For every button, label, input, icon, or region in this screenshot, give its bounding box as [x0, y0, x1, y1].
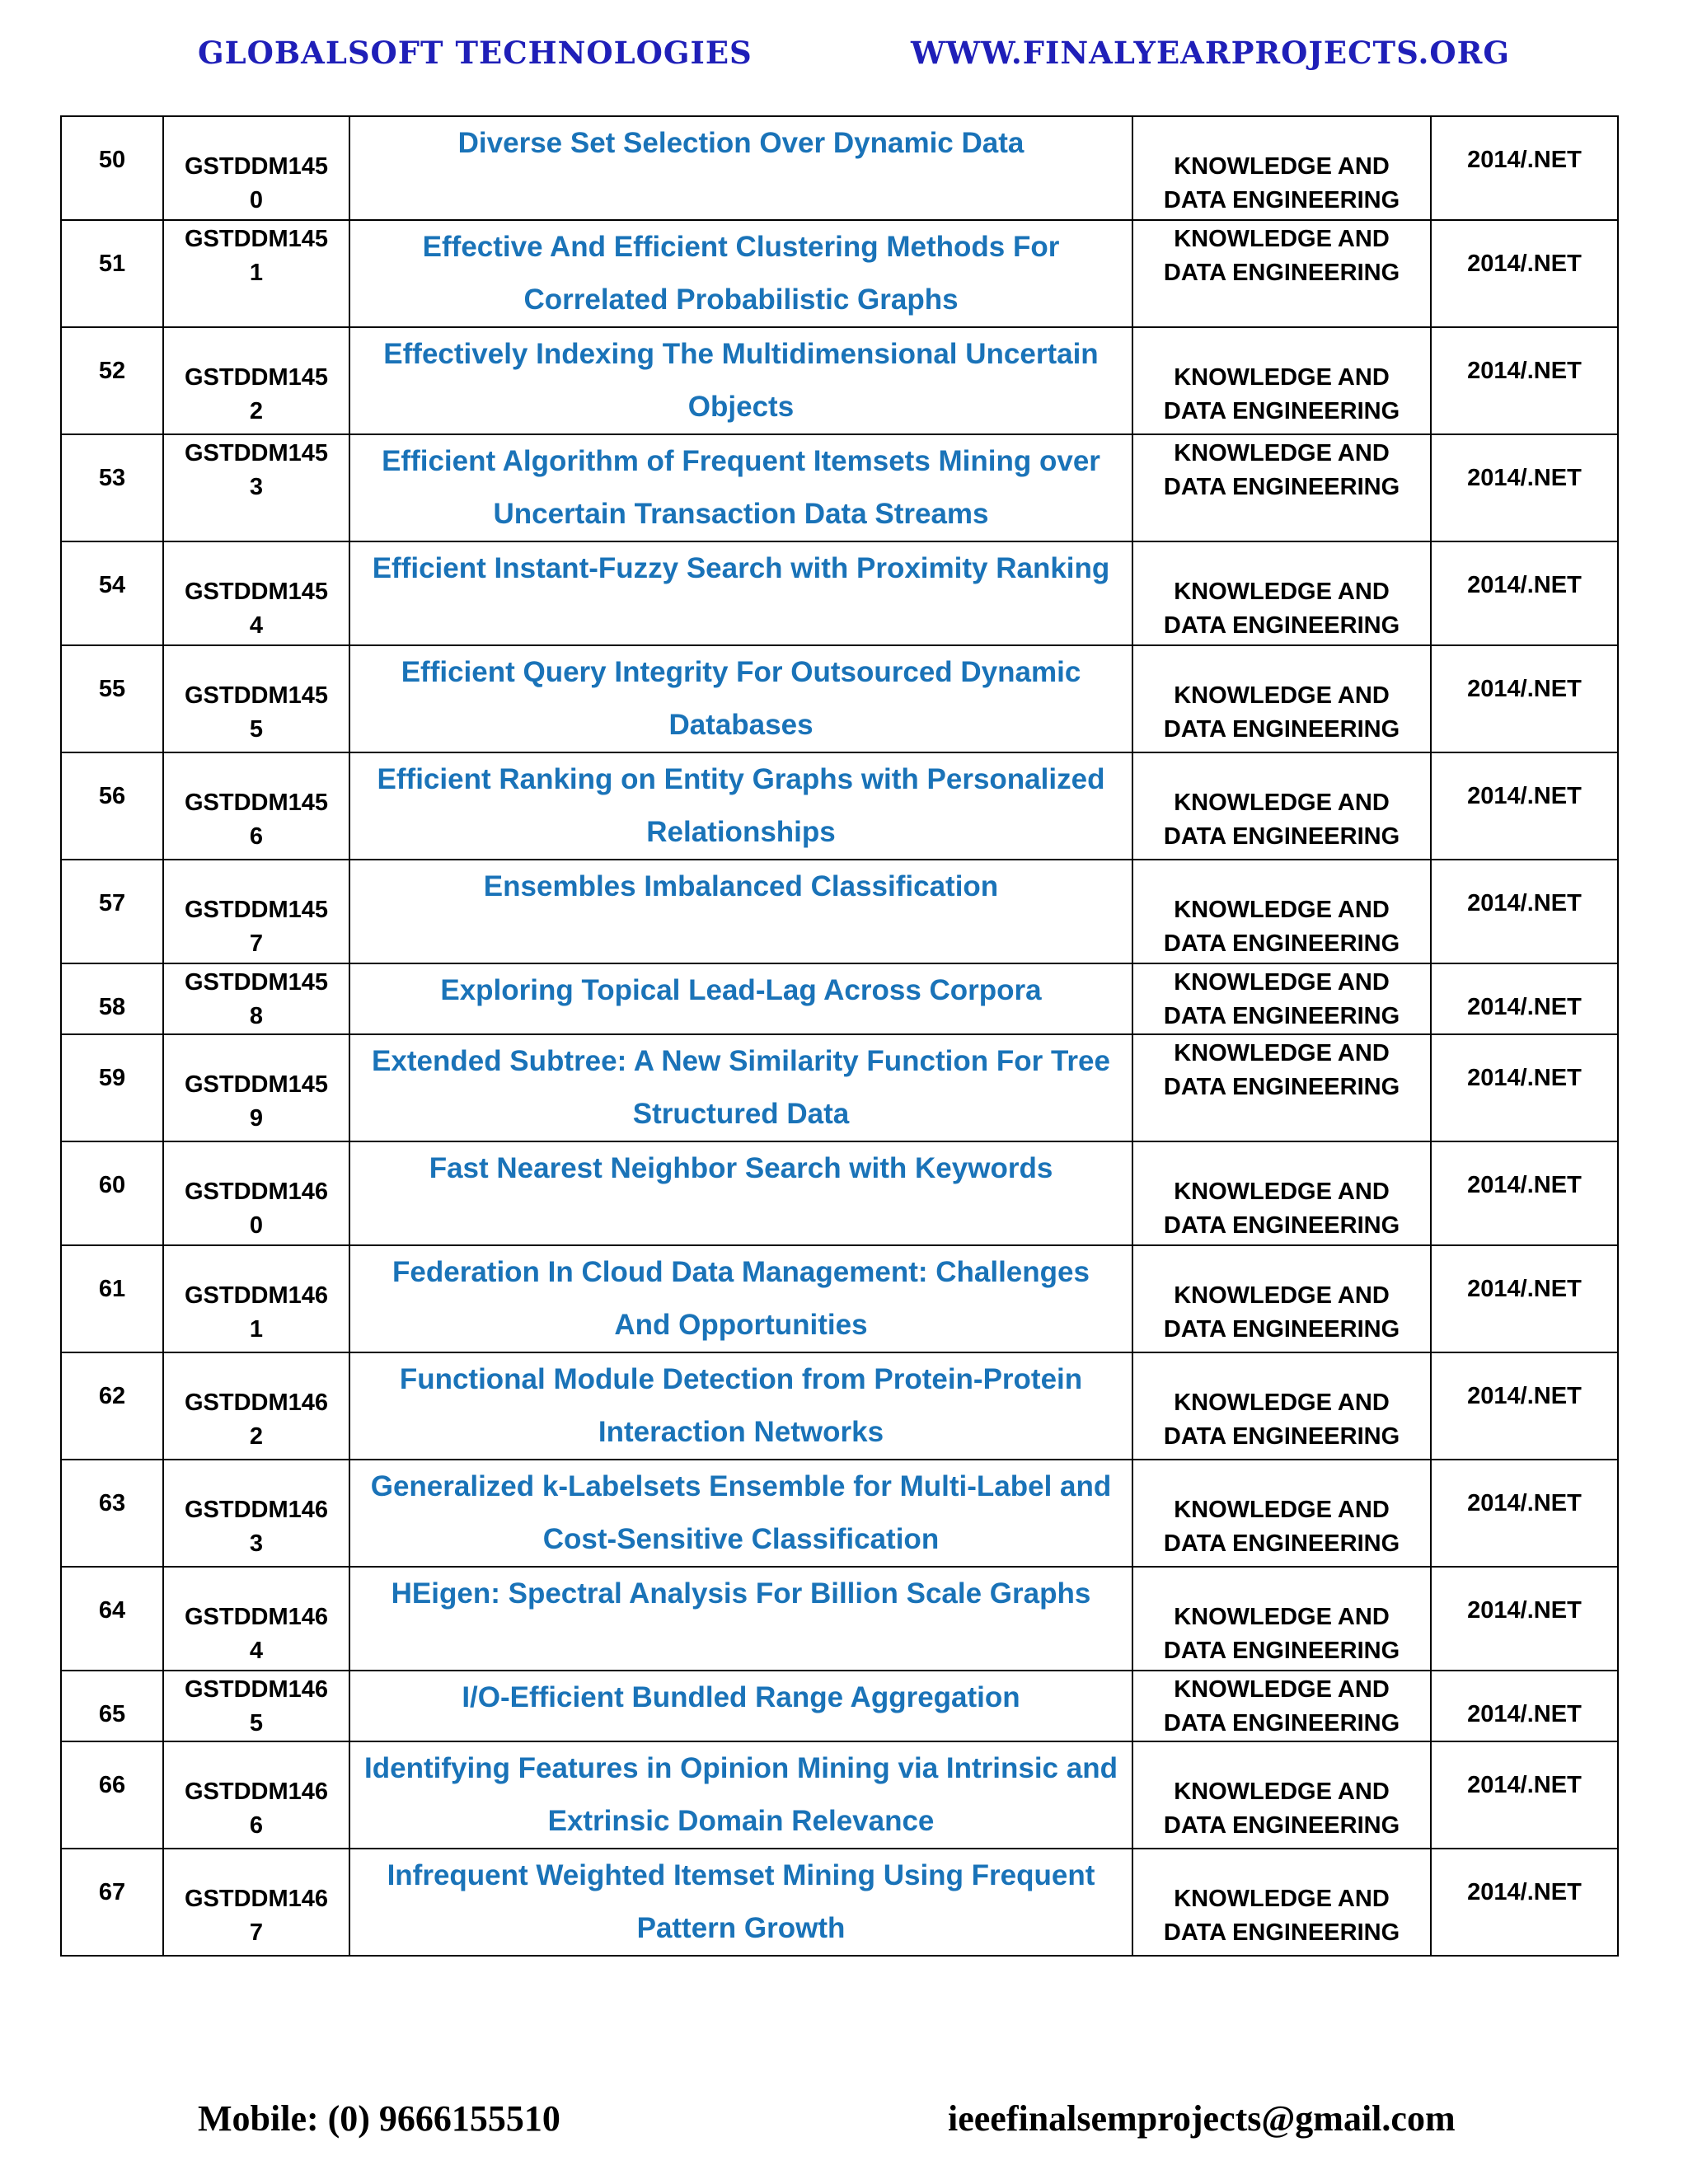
- project-title[interactable]: Functional Module Detection from Protein-Protein Interaction Networks: [399, 1363, 1083, 1448]
- table-row: [61, 541, 1618, 645]
- project-code: GSTDDM1453: [184, 440, 329, 500]
- project-number: 61: [98, 1276, 126, 1302]
- table-row: [61, 220, 1618, 327]
- project-year: 2014/.NET: [1467, 1490, 1582, 1516]
- project-number: 56: [98, 783, 126, 809]
- project-domain: KNOWLEDGE AND DATA ENGINEERING: [1163, 1886, 1400, 1946]
- project-title[interactable]: Efficient Instant-Fuzzy Search with Proximity Ranking: [372, 552, 1110, 584]
- table-row: [61, 752, 1618, 860]
- project-domain: KNOWLEDGE AND DATA ENGINEERING: [1163, 1779, 1400, 1839]
- project-title[interactable]: Efficient Query Integrity For Outsourced Dynamic Databases: [401, 656, 1081, 741]
- project-year: 2014/.NET: [1467, 1701, 1582, 1727]
- project-number: 52: [98, 358, 126, 384]
- project-table: [60, 115, 1619, 1957]
- project-code: GSTDDM1455: [184, 682, 329, 743]
- project-domain: KNOWLEDGE AND DATA ENGINEERING: [1163, 1390, 1400, 1450]
- project-year: 2014/.NET: [1467, 465, 1582, 491]
- table-row: [61, 434, 1618, 541]
- project-code: GSTDDM1461: [184, 1282, 329, 1343]
- project-year: 2014/.NET: [1467, 1772, 1582, 1798]
- project-code: GSTDDM1458: [184, 969, 329, 1029]
- project-code: GSTDDM1464: [184, 1604, 329, 1664]
- project-code: GSTDDM1457: [184, 897, 329, 957]
- project-title[interactable]: Generalized k-Labelsets Ensemble for Multi-Label and Cost-Sensitive Classification: [370, 1470, 1112, 1555]
- project-domain: KNOWLEDGE AND DATA ENGINEERING: [1163, 682, 1400, 743]
- project-title[interactable]: I/O-Efficient Bundled Range Aggregation: [462, 1681, 1020, 1713]
- project-number: 65: [98, 1701, 126, 1727]
- project-number: 55: [98, 676, 126, 702]
- project-year: 2014/.NET: [1467, 1276, 1582, 1302]
- project-title[interactable]: Effectively Indexing The Multidimensional Uncertain Objects: [383, 338, 1099, 423]
- table-row: [61, 1141, 1618, 1245]
- table-row: [61, 1849, 1618, 1956]
- project-number: 51: [98, 251, 126, 277]
- project-domain: KNOWLEDGE AND DATA ENGINEERING: [1163, 1604, 1400, 1664]
- project-domain: KNOWLEDGE AND DATA ENGINEERING: [1163, 897, 1400, 957]
- project-code: GSTDDM1450: [184, 153, 329, 213]
- project-domain: KNOWLEDGE AND DATA ENGINEERING: [1163, 969, 1400, 1029]
- project-title[interactable]: Exploring Topical Lead-Lag Across Corpora: [440, 974, 1042, 1006]
- project-title[interactable]: Diverse Set Selection Over Dynamic Data: [457, 127, 1025, 159]
- project-title[interactable]: HEigen: Spectral Analysis For Billion Scale Graphs: [391, 1577, 1091, 1610]
- project-year: 2014/.NET: [1467, 251, 1582, 277]
- project-title[interactable]: Extended Subtree: A New Similarity Function For Tree Structured Data: [372, 1045, 1110, 1130]
- project-title[interactable]: Effective And Efficient Clustering Methods For Correlated Probabilistic Graphs: [422, 231, 1060, 316]
- project-domain: KNOWLEDGE AND DATA ENGINEERING: [1163, 579, 1400, 639]
- contact-email[interactable]: ieeefinalsemprojects@gmail.com: [948, 2098, 1456, 2139]
- project-year: 2014/.NET: [1467, 890, 1582, 916]
- project-domain: KNOWLEDGE AND DATA ENGINEERING: [1163, 440, 1400, 500]
- table-row: [61, 1034, 1618, 1141]
- table-row: [61, 327, 1618, 434]
- project-code: GSTDDM1465: [184, 1676, 329, 1736]
- project-year: 2014/.NET: [1467, 1383, 1582, 1409]
- project-code: GSTDDM1460: [184, 1179, 329, 1239]
- project-number: 60: [98, 1172, 126, 1198]
- project-title[interactable]: Efficient Algorithm of Frequent Itemsets Mining over Uncertain Transaction Data Streams: [382, 445, 1100, 530]
- table-row: [61, 645, 1618, 752]
- project-number: 53: [98, 465, 126, 491]
- project-number: 63: [98, 1490, 126, 1516]
- project-title[interactable]: Ensembles Imbalanced Classification: [483, 870, 999, 902]
- project-domain: KNOWLEDGE AND DATA ENGINEERING: [1163, 1179, 1400, 1239]
- table-row: [61, 1671, 1618, 1741]
- project-domain: KNOWLEDGE AND DATA ENGINEERING: [1163, 1282, 1400, 1343]
- mobile-number: Mobile: (0) 9666155510: [198, 2098, 560, 2139]
- project-year: 2014/.NET: [1467, 1879, 1582, 1905]
- project-number: 66: [98, 1772, 126, 1798]
- project-code: GSTDDM1466: [184, 1779, 329, 1839]
- project-domain: KNOWLEDGE AND DATA ENGINEERING: [1163, 364, 1400, 424]
- project-code: GSTDDM1463: [184, 1497, 329, 1557]
- website-link[interactable]: WWW.FINALYEARPROJECTS.ORG: [911, 35, 1510, 71]
- table-row: [61, 1741, 1618, 1849]
- project-year: 2014/.NET: [1467, 783, 1582, 809]
- table-row: [61, 1460, 1618, 1567]
- project-code: GSTDDM1451: [184, 226, 329, 286]
- project-code: GSTDDM1452: [184, 364, 329, 424]
- project-year: 2014/.NET: [1467, 994, 1582, 1020]
- project-year: 2014/.NET: [1467, 1065, 1582, 1091]
- project-number: 58: [98, 994, 126, 1020]
- project-domain: KNOWLEDGE AND DATA ENGINEERING: [1163, 790, 1400, 850]
- project-year: 2014/.NET: [1467, 147, 1582, 173]
- project-domain: KNOWLEDGE AND DATA ENGINEERING: [1163, 1497, 1400, 1557]
- page-footer: [198, 2097, 1490, 2147]
- project-number: 59: [98, 1065, 126, 1091]
- table-row: [61, 860, 1618, 963]
- project-number: 64: [98, 1597, 126, 1624]
- project-domain: KNOWLEDGE AND DATA ENGINEERING: [1163, 1040, 1400, 1100]
- table-row: [61, 1567, 1618, 1671]
- project-code: GSTDDM1467: [184, 1886, 329, 1946]
- project-domain: KNOWLEDGE AND DATA ENGINEERING: [1163, 226, 1400, 286]
- project-year: 2014/.NET: [1467, 676, 1582, 702]
- table-row: [61, 116, 1618, 220]
- project-number: 50: [98, 147, 126, 173]
- project-title[interactable]: Efficient Ranking on Entity Graphs with Personalized Relationships: [377, 763, 1105, 848]
- project-year: 2014/.NET: [1467, 572, 1582, 598]
- project-code: GSTDDM1462: [184, 1390, 329, 1450]
- project-number: 62: [98, 1383, 126, 1409]
- project-number: 54: [98, 572, 126, 598]
- project-domain: KNOWLEDGE AND DATA ENGINEERING: [1163, 153, 1400, 213]
- project-year: 2014/.NET: [1467, 1597, 1582, 1624]
- project-domain: KNOWLEDGE AND DATA ENGINEERING: [1163, 1676, 1400, 1736]
- project-code: GSTDDM1456: [184, 790, 329, 850]
- project-title[interactable]: Federation In Cloud Data Management: Challenges And Opportunities: [392, 1256, 1090, 1341]
- project-title[interactable]: Identifying Features in Opinion Mining via Intrinsic and Extrinsic Domain Relevance: [364, 1752, 1118, 1837]
- project-code: GSTDDM1454: [184, 579, 329, 639]
- project-number: 67: [98, 1879, 126, 1905]
- project-year: 2014/.NET: [1467, 1172, 1582, 1198]
- project-year: 2014/.NET: [1467, 358, 1582, 384]
- project-number: 57: [98, 890, 126, 916]
- table-row: [61, 1245, 1618, 1352]
- company-name: GLOBALSOFT TECHNOLOGIES: [198, 35, 753, 71]
- table-row: [61, 963, 1618, 1034]
- page-header: [198, 35, 1510, 84]
- project-title[interactable]: Infrequent Weighted Itemset Mining Using Frequent Pattern Growth: [387, 1859, 1095, 1944]
- project-code: GSTDDM1459: [184, 1071, 329, 1132]
- table-row: [61, 1352, 1618, 1460]
- project-title[interactable]: Fast Nearest Neighbor Search with Keywords: [429, 1152, 1053, 1184]
